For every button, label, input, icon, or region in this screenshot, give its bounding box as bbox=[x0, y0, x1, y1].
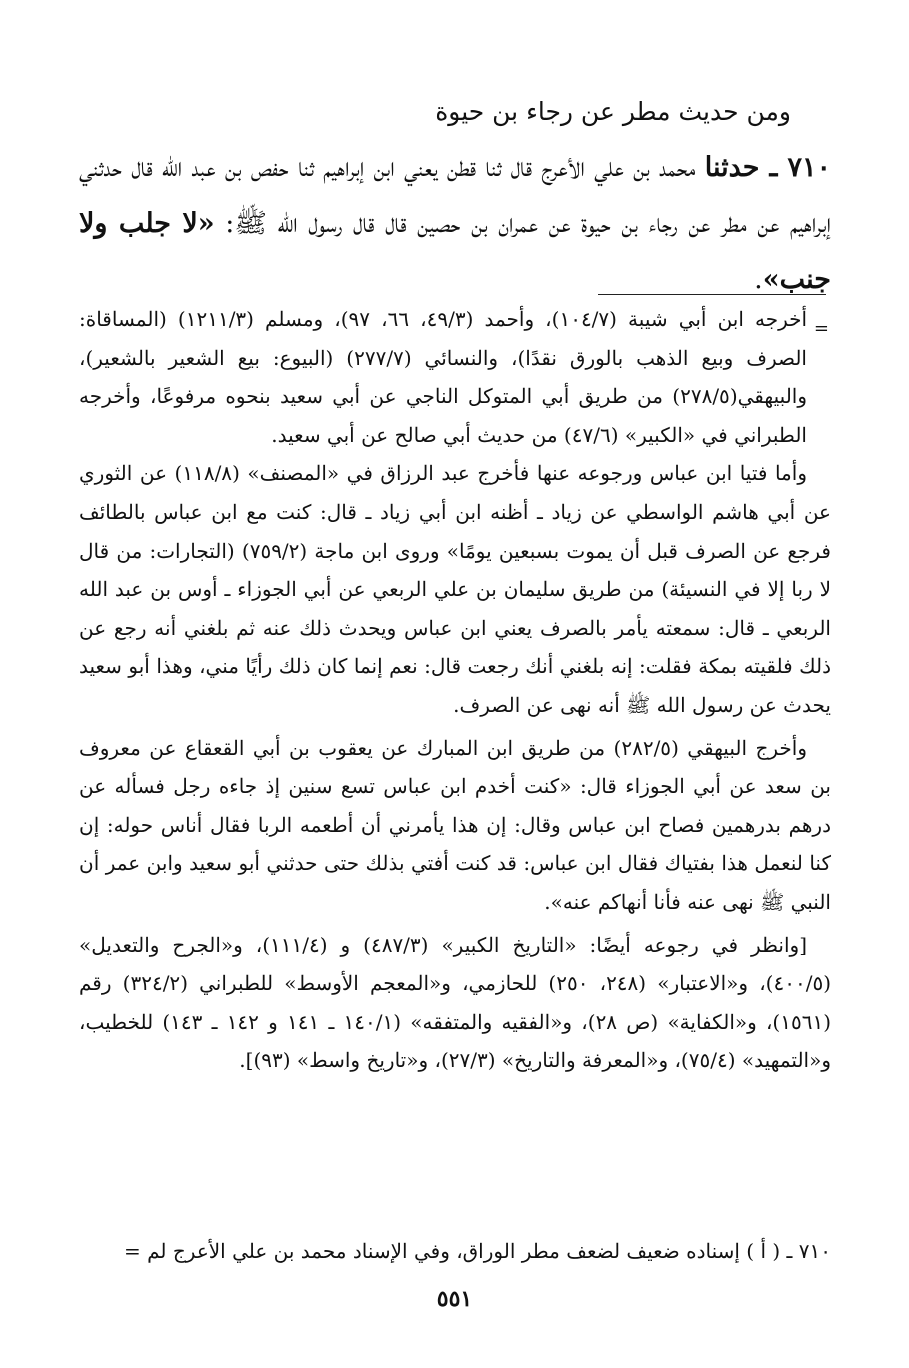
hadith-text: محمد بن علي الأعرج قال ثنا قطن يعني ابن إبراهيم ثنا حفص بن عبد الله قال حدثني إبراهيم عن مطر عن رجاء بن حيوة عن عمران بن حصين قال قال رسول الله ﷺ: bbox=[79, 152, 832, 239]
note-paragraph-2: وأما فتيا ابن عباس ورجوعه عنها فأخرج عبد الرزاق في «المصنف» (١١٨/٨) عن الثوري عن أبي هاشم الواسطي عن زياد ـ أظنه ابن أبي زياد ـ قال: كنت مع ابن عباس بالطائف فرجع عن الصرف قبل أن يموت بسبعين يومًا» وروى ابن ماجة (٧٥٩/٢) (التجارات: من قال لا ربا إلا في النسيئة) من طريق سليمان بن علي الربعي عن أبي الجوزاء ـ أوس بن عبد الله الربعي ـ قال: سمعته يأمر بالصرف يعني ابن عباس ويحدث ذلك عنه ثم بلغني أنه رجع عن ذلك فلقيته بمكة فقلت: إنه بلغني أنك رجعت قال: نعم إنما كان ذلك رأيًا مني، وهذا أبو سعيد يحدث عن رسول الله ﷺ أنه نهى عن الصرف. bbox=[79, 461, 831, 717]
note-paragraph-4: [وانظر في رجوعه أيضًا: «التاريخ الكبير» (٤٨٧/٣) و (١١١/٤)، و«الجرح والتعديل» (٤٠٠/٥)، و«الاعتبار» (٢٤٨، ٢٥٠) للحازمي، و«المعجم الأوسط» للطبراني (٣٢٤/٢) رقم (١٥٦١)، و«الكفاية» (ص ٢٨)، و«الفقيه والمتفقه» (١٤٠/١ ـ ١٤١ و ١٤٢ ـ ١٤٣) للخطيب، و«التمهيد» (٧٥/٤)، و«المعرفة والتاريخ» (٢٧/٣)، و«تاريخ واسط» (٩٣)]. bbox=[79, 932, 832, 1073]
continuation-mark: = bbox=[813, 318, 829, 339]
hadith-number: ٧١٠ ـ حدثنا bbox=[704, 152, 832, 183]
note-paragraph-3: وأخرج البيهقي (٢٨٢/٥) من طريق ابن المبارك عن يعقوب بن أبي القعقاع عن معروف بن سعد عن أبي الجوزاء قال: «كنت أخدم ابن عباس تسع سنين إذ جاءه رجل فسأله عن درهم بدرهمين فصاح ابن عباس وقال: إن هذا يأمرني أن أطعمه الربا فقال أناس حوله: إن كنا لنعمل هذا بفتياك فقال ابن عباس: قد كنت أفتي بذلك حتى حدثني أبو سعيد وابن عمر أن النبي ﷺ نهى عنه فأنا أنهاكم عنه». bbox=[79, 735, 831, 914]
hadith-710 bbox=[79, 140, 831, 308]
section-heading: ومن حديث مطر عن رجاء بن حيوة bbox=[435, 97, 791, 126]
footnote-separator bbox=[598, 294, 826, 295]
note-paragraph-1: أخرجه ابن أبي شيبة (١٠٤/٧)، وأحمد (٤٩/٣، ٦٦، ٩٧)، ومسلم (١٢١١/٣) (المساقاة: الصرف وبيع الذهب بالورق نقدًا)، والنسائي (٢٧٧/٧) (البيوع: بيع الشعير بالشعير)، والبيهقي(٢٧٨/٥) من طريق أبي المتوكل الناجي عن أبي سعيد بنحوه مرفوعًا، وأخرجه الطبراني في «الكبير» (٤٧/٦) من حديث أبي صالح عن أبي سعيد. bbox=[79, 307, 808, 447]
footnote-710: ٧١٠ ـ ( أ ) إسناده ضعيف لضعف مطر الوراق، وفي الإسناد محمد بن علي الأعرج لم = bbox=[124, 1239, 831, 1263]
hadith-quote: «لا جلب ولا جنب» bbox=[79, 208, 831, 295]
commentary-notes bbox=[79, 300, 831, 1080]
hadith-end: . bbox=[754, 264, 763, 295]
page-number: ٥٥١ bbox=[436, 1286, 473, 1312]
